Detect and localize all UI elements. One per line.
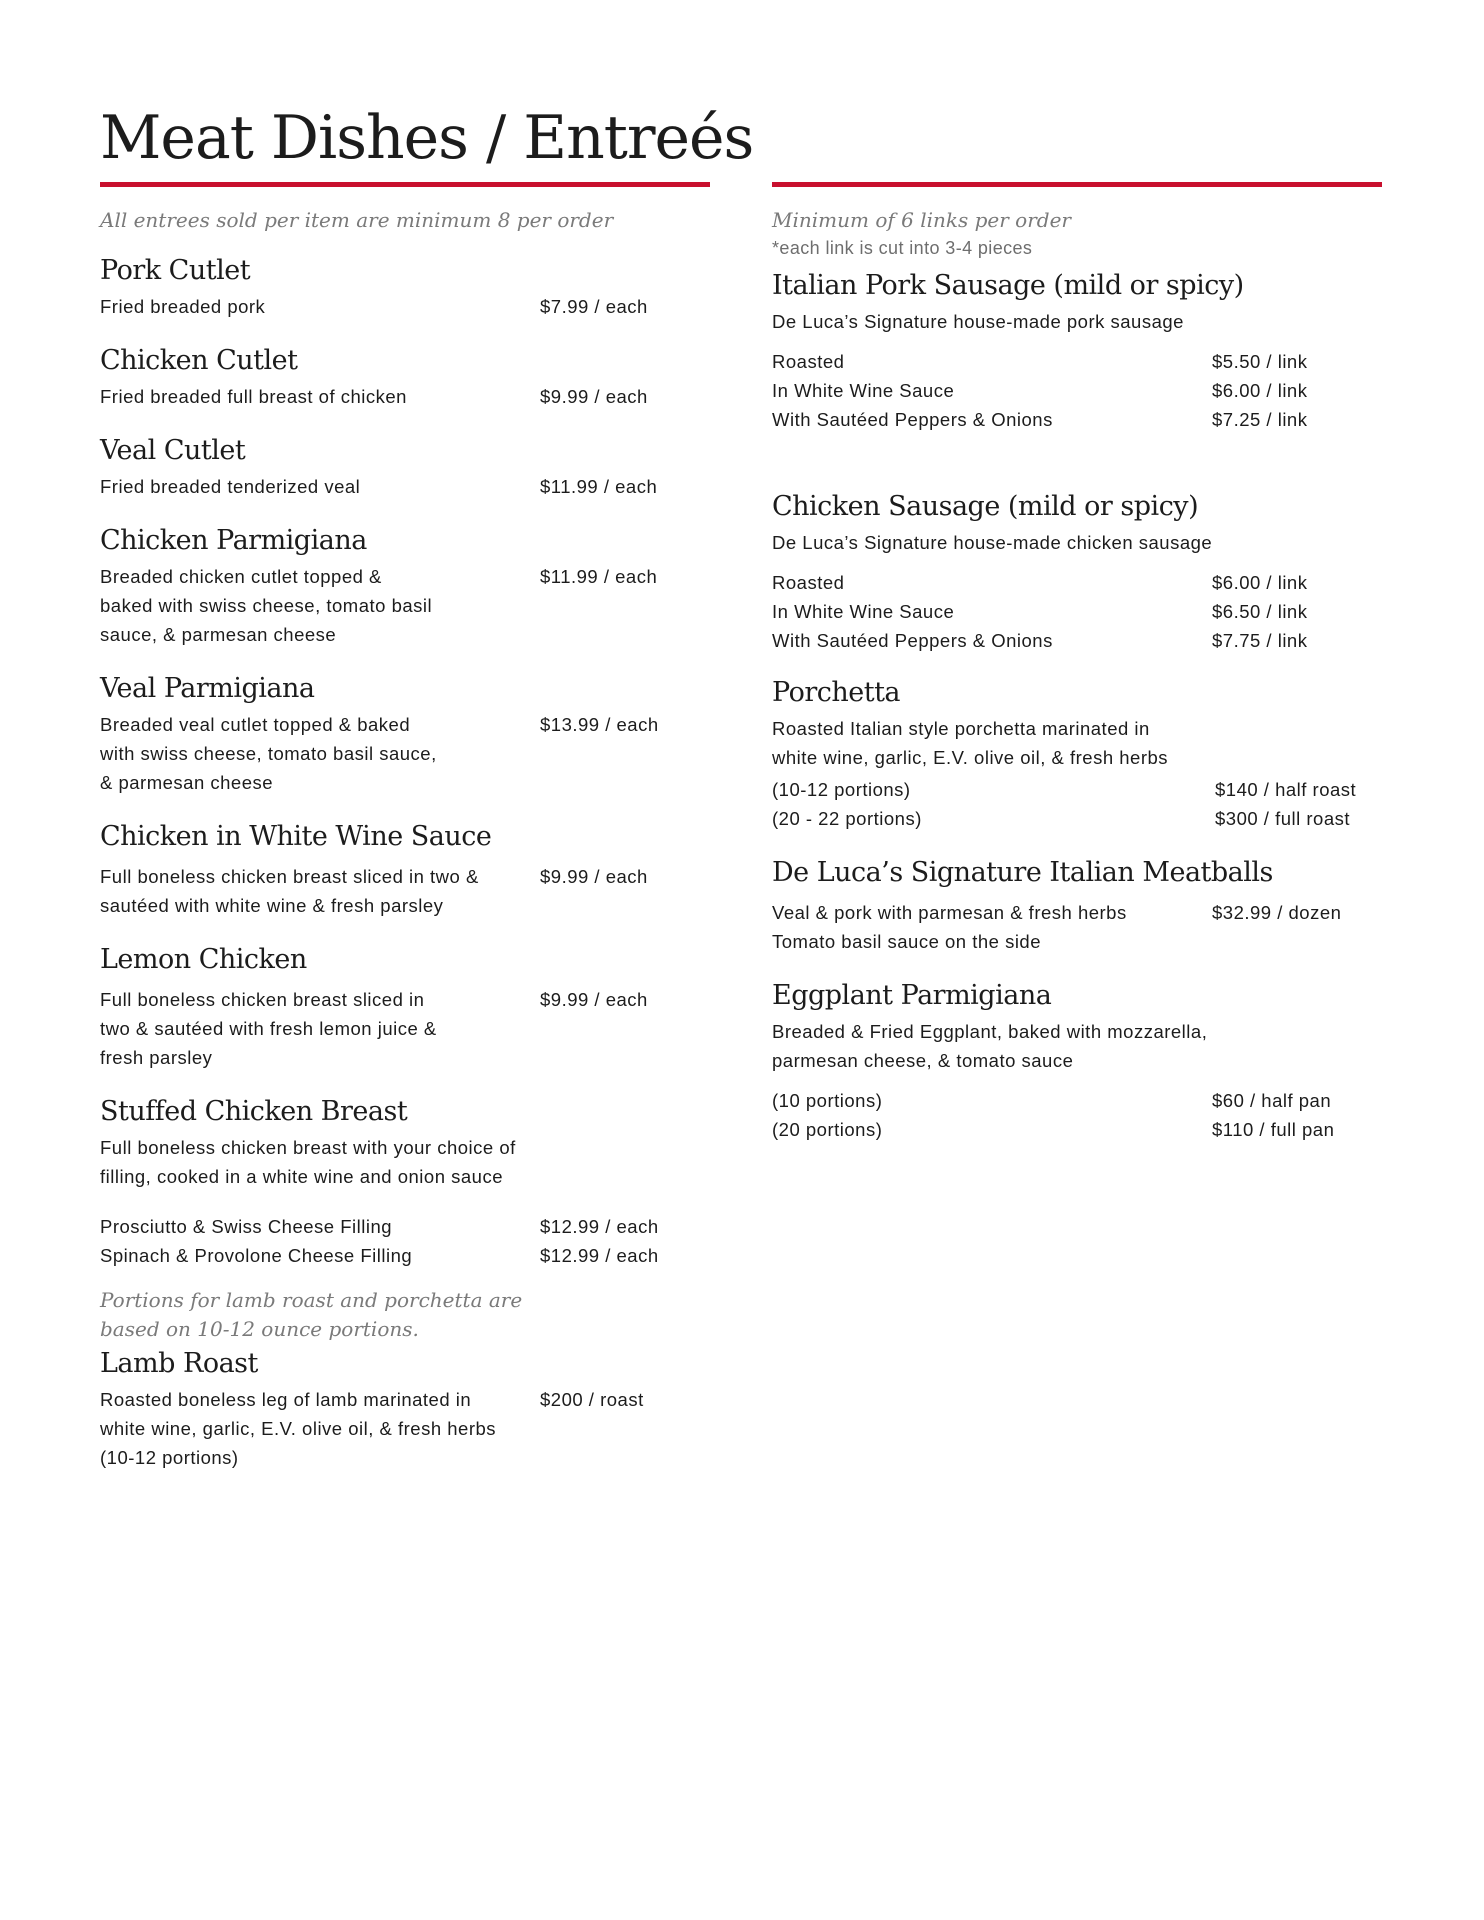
item-description xyxy=(100,562,540,649)
option-label: Roasted xyxy=(772,572,845,593)
option-label: With Sautéed Peppers & Onions xyxy=(772,630,1053,651)
description-line: Breaded chicken cutlet topped & xyxy=(100,566,382,587)
option-row xyxy=(100,1241,700,1270)
option-row xyxy=(772,775,1392,804)
option-row xyxy=(772,405,1392,434)
right-divider-rule xyxy=(772,182,1382,187)
option-row xyxy=(772,597,1392,626)
item-price: $7.99 / each xyxy=(540,296,648,317)
item-price: $9.99 / each xyxy=(540,386,648,407)
menu-item-chicken-parmigiana xyxy=(100,523,700,649)
note-line: Portions for lamb roast and porchetta are xyxy=(100,1288,523,1312)
option-label: (10-12 portions) xyxy=(772,779,911,800)
description-line: Tomato basil sauce on the side xyxy=(772,931,1042,952)
option-price: $7.25 / link xyxy=(1212,409,1308,430)
option-price: $7.75 / link xyxy=(1212,630,1308,651)
item-description xyxy=(772,898,1212,956)
menu-item-chicken-sausage xyxy=(772,489,1392,655)
description-line: Full boneless chicken breast sliced in two & xyxy=(100,866,479,887)
item-title: De Luca’s Signature Italian Meatballs xyxy=(772,857,1273,888)
option-price: $60 / half pan xyxy=(1212,1090,1332,1111)
filling-options xyxy=(100,1212,700,1270)
menu-item-lamb-roast xyxy=(100,1346,700,1472)
option-row xyxy=(772,376,1392,405)
item-title: Eggplant Parmigiana xyxy=(772,980,1052,1011)
description-line: Full boneless chicken breast with your choice of xyxy=(100,1137,516,1158)
option-label: (20 - 22 portions) xyxy=(772,808,922,829)
description-line: (10-12 portions) xyxy=(100,1447,239,1468)
menu-item-pork-cutlet xyxy=(100,253,700,321)
menu-item-chicken-white-wine xyxy=(100,819,700,920)
item-description xyxy=(100,710,540,797)
item-description: De Luca’s Signature house-made chicken sausage xyxy=(772,532,1213,553)
link-cut-note: *each link is cut into 3-4 pieces xyxy=(772,238,1033,258)
item-description: Fried breaded full breast of chicken xyxy=(100,386,407,407)
item-description: Fried breaded pork xyxy=(100,296,266,317)
item-price: $13.99 / each xyxy=(540,714,659,735)
menu-item-eggplant-parmigiana xyxy=(772,978,1392,1144)
item-title: Chicken Sausage (mild or spicy) xyxy=(772,491,1199,522)
option-label: With Sautéed Peppers & Onions xyxy=(772,409,1053,430)
item-description xyxy=(772,1017,1392,1075)
menu-item-porchetta xyxy=(772,675,1392,833)
option-row xyxy=(100,1212,700,1241)
item-title: Italian Pork Sausage (mild or spicy) xyxy=(772,270,1244,301)
menu-item-lemon-chicken xyxy=(100,942,700,1072)
option-label: (10 portions) xyxy=(772,1090,883,1111)
description-line: two & sautéed with fresh lemon juice & xyxy=(100,1018,437,1039)
preparation-options xyxy=(772,347,1392,434)
description-line: Full boneless chicken breast sliced in xyxy=(100,989,425,1010)
option-row xyxy=(772,347,1392,376)
description-line: with swiss cheese, tomato basil sauce, xyxy=(100,743,437,764)
preparation-options xyxy=(772,568,1392,655)
left-column xyxy=(100,206,700,1472)
item-description xyxy=(100,862,540,920)
description-line: filling, cooked in a white wine and onion sauce xyxy=(100,1166,503,1187)
portion-options xyxy=(772,1086,1392,1144)
description-line: sauce, & parmesan cheese xyxy=(100,624,337,645)
item-title: Chicken Cutlet xyxy=(100,345,298,376)
description-line: white wine, garlic, E.V. olive oil, & fresh herbs xyxy=(772,747,1169,768)
description-line: Breaded & Fried Eggplant, baked with mozzarella, xyxy=(772,1021,1208,1042)
item-description xyxy=(772,714,1392,772)
option-row xyxy=(772,1086,1392,1115)
option-row xyxy=(772,626,1392,655)
option-row xyxy=(772,1115,1392,1144)
item-description xyxy=(100,985,540,1072)
item-price: $9.99 / each xyxy=(540,989,648,1010)
item-title: Chicken in White Wine Sauce xyxy=(100,821,492,852)
minimum-links-note: Minimum of 6 links per order xyxy=(772,208,1071,232)
option-price: $12.99 / each xyxy=(540,1216,659,1237)
option-label: Prosciutto & Swiss Cheese Filling xyxy=(100,1216,393,1237)
item-price: $32.99 / dozen xyxy=(1212,902,1342,923)
option-label: (20 portions) xyxy=(772,1119,883,1140)
item-title: Lemon Chicken xyxy=(100,944,307,975)
option-label: Spinach & Provolone Cheese Filling xyxy=(100,1245,413,1266)
menu-item-stuffed-chicken xyxy=(100,1094,700,1270)
item-title: Veal Cutlet xyxy=(100,435,246,466)
option-price: $6.00 / link xyxy=(1212,380,1308,401)
portions-note xyxy=(100,1286,700,1344)
item-title: Chicken Parmigiana xyxy=(100,525,367,556)
item-title: Pork Cutlet xyxy=(100,255,251,286)
option-price: $5.50 / link xyxy=(1212,351,1308,372)
menu-item-veal-parmigiana xyxy=(100,671,700,797)
description-line: white wine, garlic, E.V. olive oil, & fresh herbs xyxy=(100,1418,497,1439)
option-label: In White Wine Sauce xyxy=(772,380,955,401)
minimum-order-note: All entrees sold per item are minimum 8 per order xyxy=(100,208,614,232)
item-price: $9.99 / each xyxy=(540,866,648,887)
portion-options xyxy=(772,775,1392,833)
page-title: Meat Dishes / Entreés xyxy=(100,103,754,173)
description-line: baked with swiss cheese, tomato basil xyxy=(100,595,433,616)
option-row xyxy=(772,568,1392,597)
option-price: $12.99 / each xyxy=(540,1245,659,1266)
option-price: $6.00 / link xyxy=(1212,572,1308,593)
option-row xyxy=(772,804,1392,833)
right-column xyxy=(772,206,1392,1144)
option-price: $110 / full pan xyxy=(1212,1119,1335,1140)
item-description xyxy=(100,1133,700,1191)
option-price: $300 / full roast xyxy=(1215,808,1350,829)
menu-item-meatballs xyxy=(772,855,1392,956)
description-line: Veal & pork with parmesan & fresh herbs xyxy=(772,902,1127,923)
item-title: Lamb Roast xyxy=(100,1348,258,1379)
description-line: Roasted Italian style porchetta marinated in xyxy=(772,718,1150,739)
note-line: based on 10-12 ounce portions. xyxy=(100,1317,419,1341)
description-line: & parmesan cheese xyxy=(100,772,274,793)
left-divider-rule xyxy=(100,182,710,187)
option-label: In White Wine Sauce xyxy=(772,601,955,622)
description-line: fresh parsley xyxy=(100,1047,213,1068)
menu-item-chicken-cutlet xyxy=(100,343,700,411)
description-line: Breaded veal cutlet topped & baked xyxy=(100,714,411,735)
item-title: Porchetta xyxy=(772,677,901,708)
description-line: sautéed with white wine & fresh parsley xyxy=(100,895,444,916)
item-description: Fried breaded tenderized veal xyxy=(100,476,361,497)
item-description xyxy=(100,1385,540,1472)
item-price: $200 / roast xyxy=(540,1389,644,1410)
menu-item-veal-cutlet xyxy=(100,433,700,501)
description-line: Roasted boneless leg of lamb marinated in xyxy=(100,1389,472,1410)
option-label: Roasted xyxy=(772,351,845,372)
option-price: $6.50 / link xyxy=(1212,601,1308,622)
item-price: $11.99 / each xyxy=(540,566,658,587)
item-title: Stuffed Chicken Breast xyxy=(100,1096,408,1127)
description-line: parmesan cheese, & tomato sauce xyxy=(772,1050,1074,1071)
item-price: $11.99 / each xyxy=(540,476,658,497)
option-price: $140 / half roast xyxy=(1215,779,1357,800)
menu-item-pork-sausage xyxy=(772,268,1392,434)
item-title: Veal Parmigiana xyxy=(100,673,315,704)
item-description: De Luca’s Signature house-made pork sausage xyxy=(772,311,1184,332)
